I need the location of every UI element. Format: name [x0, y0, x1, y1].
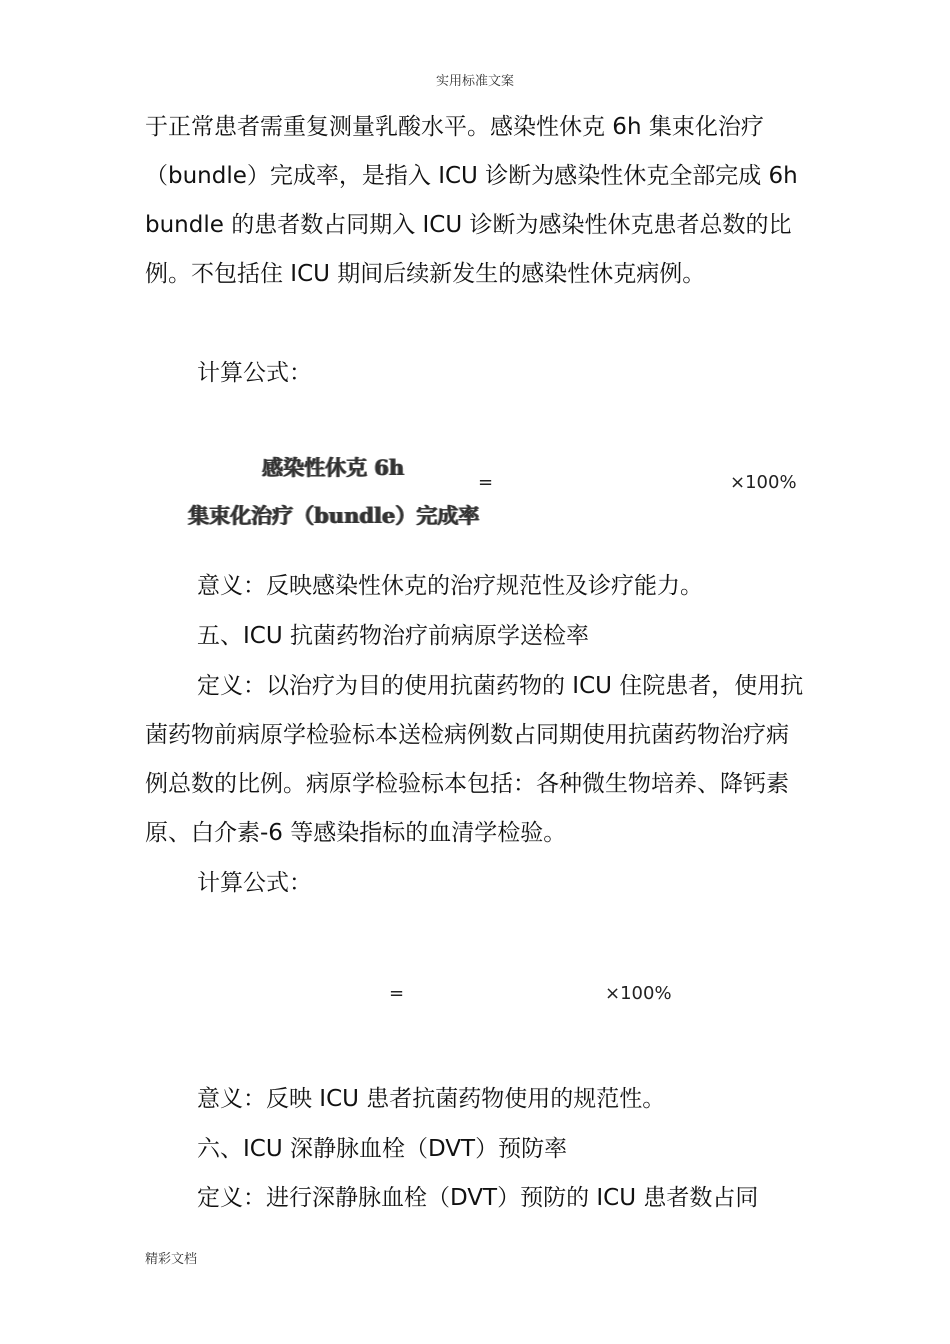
calc-formula-label: 计算公式： — [197, 360, 312, 386]
formula1-label-line2: 集束化治疗（bundle）完成率 — [188, 503, 480, 528]
formula2-multiplier: ×100% — [605, 983, 672, 1004]
paragraph-bundle-rate: 于正常患者需重复测量乳酸水平。感染性休克 6h 集束化治疗（bundle）完成率，是指入 ICU 诊断为感染性休克全部完成 6h bundle 的患者数占同期入 ICU 诊断为感染性休克患者总数的比例。不包括住 ICU 期间后续新发生的感染性休克病例。 — [145, 114, 798, 287]
page-header: 实用标准文案 — [435, 74, 514, 89]
formula2-equals: = — [389, 983, 405, 1004]
formula1-label-line1: 感染性休克 6h — [262, 455, 405, 480]
section-title-6: 六、ICU 深静脉血栓（DVT）预防率 — [197, 1136, 568, 1162]
definition-5: 定义：以治疗为目的使用抗菌药物的 ICU 住院患者，使用抗菌药物前病原学检验标本送检病例数占同期使用抗菌药物治疗病例总数的比例。病原学检验标本包括：各种微生物培养、降钙素原、白介素-6 等感染指标的血清学检验。 — [145, 673, 804, 846]
meaning-1: 意义：反映感染性休克的治疗规范性及诊疗能力。 — [197, 573, 703, 599]
page-footer: 精彩文档 — [145, 1252, 198, 1267]
formula1-multiplier: ×100% — [730, 472, 797, 493]
formula1-equals: = — [478, 472, 494, 493]
calc-formula-label-2: 计算公式： — [197, 870, 312, 896]
meaning-2: 意义：反映 ICU 患者抗菌药物使用的规范性。 — [197, 1086, 666, 1112]
section-title-5: 五、ICU 抗菌药物治疗前病原学送检率 — [197, 623, 589, 649]
definition-6: 定义：进行深静脉血栓（DVT）预防的 ICU 患者数占同 — [197, 1185, 759, 1211]
